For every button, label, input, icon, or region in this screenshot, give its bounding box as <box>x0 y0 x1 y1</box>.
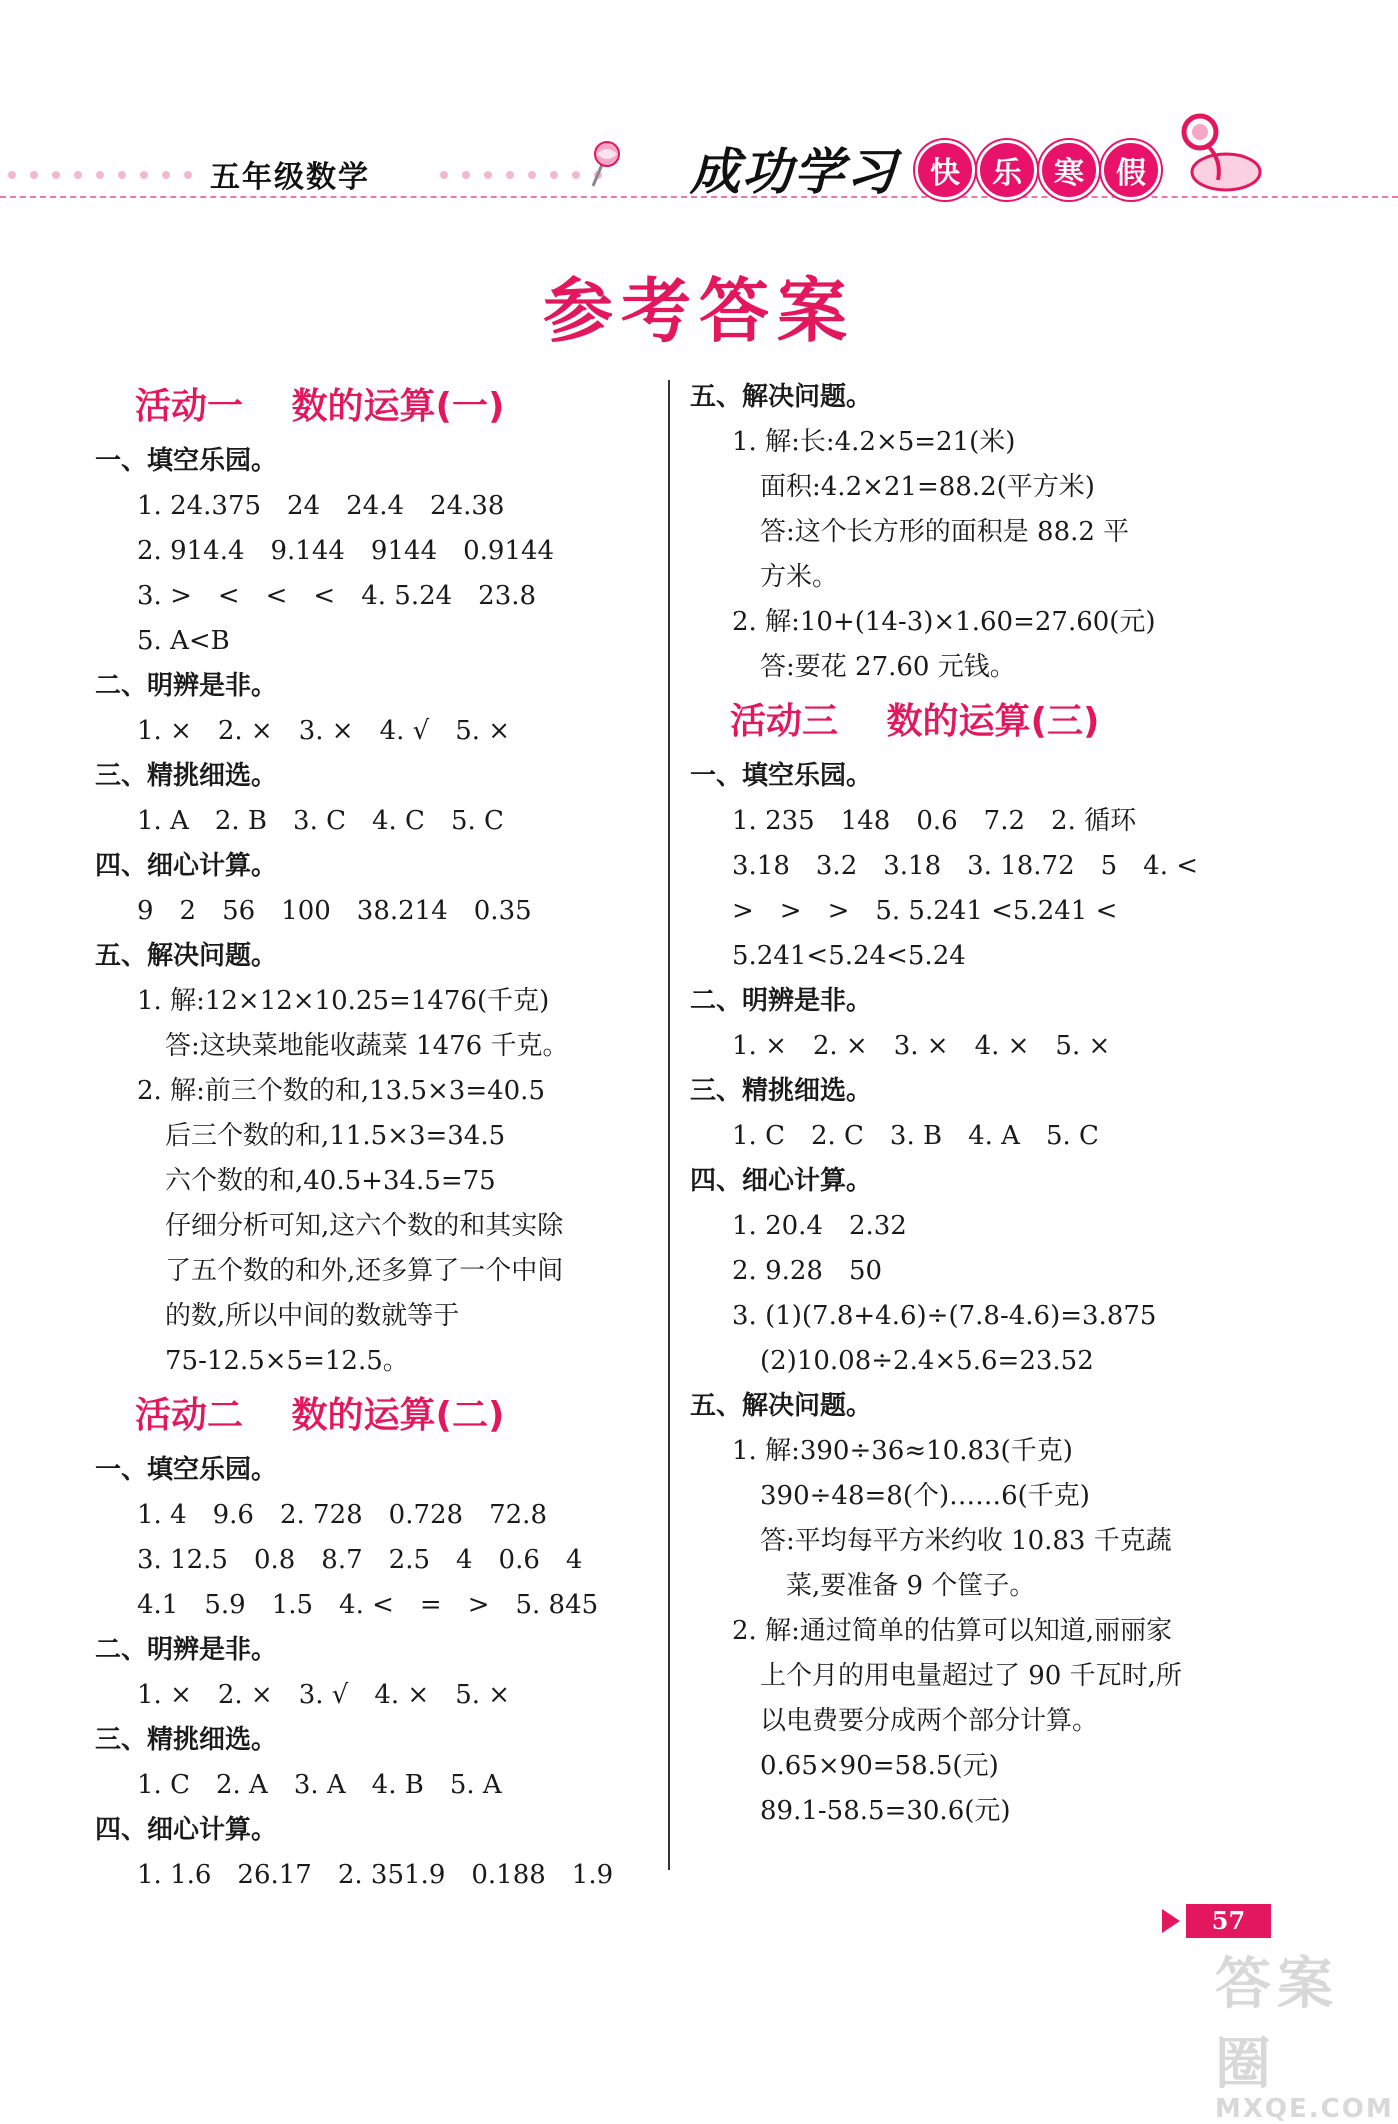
answer-line: 3. 12.5 0.8 8.7 2.5 4 0.6 4 <box>137 1545 583 1575</box>
answer-line: 2. 解:通过简单的估算可以知道,丽丽家 <box>732 1616 1173 1646</box>
section-heading: 五、解决问题。 <box>95 941 278 971</box>
answer-line: 2. 9.28 50 <box>732 1256 883 1286</box>
answer-line: 1. 1.6 26.17 2. 351.9 0.188 1.9 <box>137 1860 614 1890</box>
section-heading: 五、解决问题。 <box>690 1391 873 1421</box>
section-heading: 三、精挑细选。 <box>95 761 278 791</box>
answer-line: 1. 解:长:4.2×5=21(米) <box>732 427 1016 457</box>
answer-column-left <box>95 375 655 1898</box>
answer-line: 2. 解:前三个数的和,13.5×3=40.5 <box>137 1076 545 1106</box>
answer-line: 1. 4 9.6 2. 728 0.728 72.8 <box>137 1500 547 1530</box>
header-subject: 五年级数学 <box>210 160 370 195</box>
answer-line: 5. A<B <box>137 626 230 656</box>
answer-line: > > > 5. 5.241 <5.241 < <box>732 896 1118 926</box>
watermark-title: 答案圈 <box>1215 1952 1339 2097</box>
answer-line: 75-12.5×5=12.5。 <box>165 1346 409 1376</box>
answer-line: 0.65×90=58.5(元) <box>760 1751 999 1781</box>
answer-line: 答:这块菜地能收蔬菜 1476 千克。 <box>165 1031 569 1061</box>
bow-decoration-icon <box>1178 110 1278 200</box>
answer-line: 菜,要准备 9 个筐子。 <box>786 1571 1036 1601</box>
answer-line: 1. 解:12×12×10.25=1476(千克) <box>137 986 550 1016</box>
activity-heading: 活动一 数的运算(一) <box>135 386 505 427</box>
header-badge: 乐 <box>977 140 1037 200</box>
answer-column-right <box>690 375 1260 1834</box>
header-badge: 假 <box>1101 140 1161 200</box>
section-heading: 三、精挑细选。 <box>95 1725 278 1755</box>
page-number-tab <box>1162 1904 1271 1938</box>
section-heading: 四、细心计算。 <box>690 1166 873 1196</box>
section-heading: 一、填空乐园。 <box>95 446 278 476</box>
header-badge: 寒 <box>1039 140 1099 200</box>
header-series-title: 成功学习 <box>690 143 898 201</box>
column-divider <box>668 380 670 1870</box>
answer-line: 1. 20.4 2.32 <box>732 1211 907 1241</box>
answer-line: 1. × 2. × 3. × 4. √ 5. × <box>137 716 511 746</box>
section-heading: 四、细心计算。 <box>95 851 278 881</box>
answer-line: 六个数的和,40.5+34.5=75 <box>165 1166 496 1196</box>
header-badge: 快 <box>915 140 975 200</box>
answer-line: 3. > < < < 4. 5.24 23.8 <box>137 581 537 611</box>
watermark-url: MXQE.COM <box>1215 2094 1394 2124</box>
section-heading: 一、填空乐园。 <box>690 761 873 791</box>
page-number: 57 <box>1186 1904 1271 1938</box>
answer-line: 答:这个长方形的面积是 88.2 平 <box>760 517 1130 547</box>
answer-line: 1. 24.375 24 24.4 24.38 <box>137 491 505 521</box>
answer-line: 1. A 2. B 3. C 4. C 5. C <box>137 806 504 836</box>
answer-line: 4.1 5.9 1.5 4. < = > 5. 845 <box>137 1590 599 1620</box>
watermark <box>1215 1940 1398 2124</box>
answer-line: 答:平均每平方米约收 10.83 千克蔬 <box>760 1526 1172 1556</box>
answer-line: 390÷48=8(个)……6(千克) <box>760 1481 1090 1511</box>
answer-line: 2. 解:10+(14-3)×1.60=27.60(元) <box>732 607 1156 637</box>
section-heading: 三、精挑细选。 <box>690 1076 873 1106</box>
section-heading: 二、明辨是非。 <box>95 671 278 701</box>
answer-line: 1. 解:390÷36≈10.83(千克) <box>732 1436 1073 1466</box>
answer-line: 2. 914.4 9.144 9144 0.9144 <box>137 536 555 566</box>
answer-line: 1. × 2. × 3. × 4. × 5. × <box>732 1031 1111 1061</box>
answer-line: 1. × 2. × 3. √ 4. × 5. × <box>137 1680 511 1710</box>
answer-line: 1. C 2. C 3. B 4. A 5. C <box>732 1121 1099 1151</box>
answer-line: 后三个数的和,11.5×3=34.5 <box>165 1121 506 1151</box>
activity-heading: 活动三 数的运算(三) <box>730 701 1100 742</box>
section-heading: 四、细心计算。 <box>95 1815 278 1845</box>
answer-line: 方米。 <box>760 562 839 592</box>
answer-line: 3. (1)(7.8+4.6)÷(7.8-4.6)=3.875 <box>732 1301 1157 1331</box>
answer-line: 的数,所以中间的数就等于 <box>165 1301 460 1331</box>
activity-heading: 活动二 数的运算(二) <box>135 1395 505 1436</box>
answer-line: 了五个数的和外,还多算了一个中间 <box>165 1256 564 1286</box>
lollipop-icon <box>585 140 625 190</box>
header-badges <box>915 140 1161 200</box>
answer-line: 5.241<5.24<5.24 <box>732 941 966 971</box>
answer-line: 以电费要分成两个部分计算。 <box>760 1706 1099 1736</box>
answer-line: 仔细分析可知,这六个数的和其实除 <box>165 1211 564 1241</box>
section-heading: 二、明辨是非。 <box>95 1635 278 1665</box>
section-heading: 一、填空乐园。 <box>95 1455 278 1485</box>
answer-line: 上个月的用电量超过了 90 千瓦时,所 <box>760 1661 1182 1691</box>
header-dots-left <box>8 168 192 182</box>
answer-line: 1. C 2. A 3. A 4. B 5. A <box>137 1770 502 1800</box>
answer-line: 面积:4.2×21=88.2(平方米) <box>760 472 1095 502</box>
answer-line: 89.1-58.5=30.6(元) <box>760 1796 1011 1826</box>
page-arrow-icon <box>1162 1909 1180 1933</box>
answer-line: 1. 235 148 0.6 7.2 2. 循环 <box>732 806 1137 836</box>
section-heading: 二、明辨是非。 <box>690 986 873 1016</box>
section-heading: 五、解决问题。 <box>690 382 873 412</box>
answer-line: 3.18 3.2 3.18 3. 18.72 5 4. < <box>732 851 1199 881</box>
answer-line: 9 2 56 100 38.214 0.35 <box>137 896 532 926</box>
answer-line: (2)10.08÷2.4×5.6=23.52 <box>760 1346 1094 1376</box>
header-dots-middle <box>440 168 602 182</box>
page-title: 参考答案 <box>543 270 855 352</box>
answer-line: 答:要花 27.60 元钱。 <box>760 652 1016 682</box>
